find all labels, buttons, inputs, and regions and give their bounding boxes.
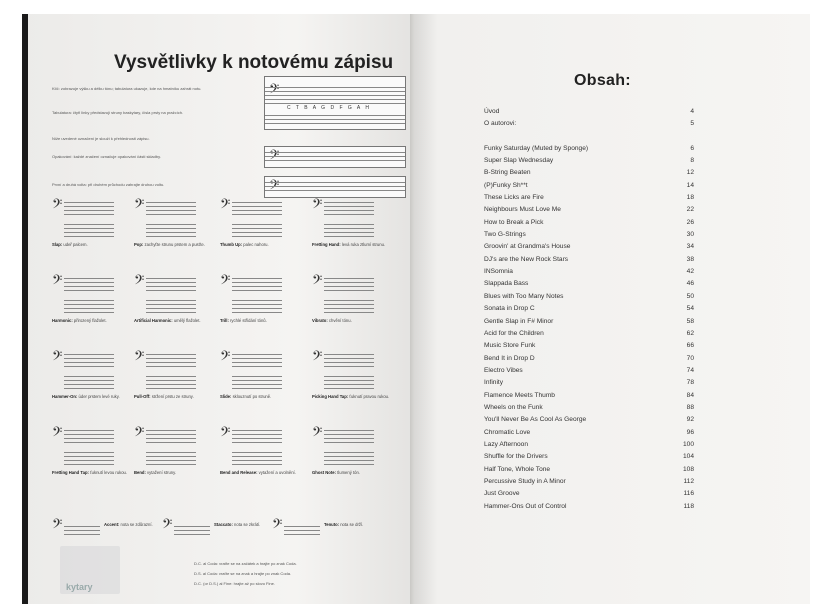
toc-row (484, 266, 694, 278)
toc-entry-title: B-String Beaten (484, 169, 531, 177)
bass-clef-icon: 𝄢 (220, 272, 231, 291)
toc-row (484, 328, 694, 340)
toc-entry-page: 5 (690, 120, 694, 128)
toc-entry-page: 26 (686, 218, 694, 226)
articulation-caption: Staccato: nota se zkrátí. (214, 522, 261, 527)
toc-entry-title: Bend It in Drop D (484, 354, 535, 362)
technique-caption: Pop: zachyťte strunu prstem a pusťte. (134, 242, 205, 247)
technique-example (312, 426, 394, 488)
technique-caption: Slide: sklouznutí po struně. (220, 394, 272, 399)
bass-clef-icon: 𝄢 (52, 516, 63, 535)
bass-clef-icon: 𝄢 (220, 348, 231, 367)
toc-entry-title: Hammer-Ons Out of Control (484, 502, 567, 510)
toc-entry-title: Shuffle for the Drivers (484, 453, 548, 461)
toc-row (484, 303, 694, 315)
toc-row (484, 414, 694, 426)
toc-entry-page: 66 (686, 342, 694, 350)
bass-clef-icon: 𝄢 (52, 348, 63, 367)
toc-entry-page: 8 (690, 157, 694, 165)
toc-entry-title: O autorovi: (484, 120, 517, 128)
mini-staff (220, 274, 292, 314)
toc-entry-page: 22 (686, 206, 694, 214)
toc-row (484, 451, 694, 463)
mini-staff (134, 274, 206, 314)
toc-entry-page: 14 (686, 181, 694, 189)
bass-clef-icon: 𝄢 (134, 348, 145, 367)
technique-example (52, 350, 134, 412)
toc-row (484, 316, 694, 328)
bass-clef-icon: 𝄢 (162, 516, 173, 535)
toc-row (484, 278, 694, 290)
mini-staff (134, 350, 206, 390)
toc-row (484, 377, 694, 389)
mini-staff (312, 198, 384, 238)
toc-row (484, 241, 694, 253)
toc-row (484, 180, 694, 192)
toc-entry-title: Funky Saturday (Muted by Sponge) (484, 144, 589, 152)
toc-spacer (484, 131, 694, 143)
technique-example (52, 426, 134, 488)
toc-entry-page: 18 (686, 194, 694, 202)
mini-staff (272, 516, 320, 538)
technique-example (220, 274, 302, 336)
mini-staff (52, 516, 100, 538)
left-page (22, 14, 414, 604)
toc-entry-title: Gentle Slap in F# Minor (484, 317, 554, 325)
bass-clef-icon: 𝄢 (52, 196, 63, 215)
toc-row (484, 291, 694, 303)
bass-clef-icon (269, 147, 279, 167)
toc-entry-page: 100 (682, 440, 694, 448)
toc-row (484, 501, 694, 513)
mini-staff (52, 198, 124, 238)
toc-entry-page: 70 (686, 354, 694, 362)
toc-entry-page: 38 (686, 255, 694, 263)
toc-entry-title: Groovin' at Grandma's House (484, 243, 571, 251)
toc-row (484, 365, 694, 377)
toc-row (484, 340, 694, 352)
toc-entry-title: (P)Funky Sh**t (484, 181, 528, 189)
intro-staff (264, 76, 406, 130)
toc-row (484, 155, 694, 167)
toc-entry-title: Flamence Meets Thumb (484, 391, 555, 399)
toc-row (484, 476, 694, 488)
toc-row (484, 390, 694, 402)
toc-entry-title: DJ's are the New Rock Stars (484, 255, 569, 263)
toc-intro-row (484, 106, 694, 118)
toc-entry-title: How to Break a Pick (484, 218, 544, 226)
toc-row (484, 353, 694, 365)
technique-example (134, 274, 216, 336)
toc-row (484, 192, 694, 204)
toc-row (484, 204, 694, 216)
bass-clef-icon: 𝄢 (312, 272, 323, 291)
bass-clef-icon: 𝄢 (52, 424, 63, 443)
intro-paragraph-5: První a druhá volta: při druhém průchodu zahrajte druhou voltu. (52, 182, 165, 187)
watermark-stamp (60, 546, 120, 594)
coda-note-1: D.C. al Coda: vraťte se na začátek a hrajte po znak Coda. (194, 561, 297, 566)
toc-entry-title: Acid for the Children (484, 329, 544, 337)
bass-clef-icon: 𝄢 (134, 272, 145, 291)
toc-title: Obsah: (574, 72, 631, 89)
toc-entry-page: 116 (683, 490, 694, 498)
toc-entry-title: You'll Never Be As Cool As George (484, 416, 587, 424)
technique-example (134, 350, 216, 412)
toc-entry-title: Úvod (484, 108, 500, 115)
mini-staff (220, 350, 292, 390)
toc-row (484, 254, 694, 266)
toc-row (484, 464, 694, 476)
toc-entry-page: 96 (686, 428, 694, 436)
technique-example (134, 198, 216, 260)
toc-entry-page: 34 (686, 243, 694, 251)
toc-entry-title: Two G-Strings (484, 231, 526, 239)
toc-entry-page: 62 (686, 329, 694, 337)
technique-example (134, 426, 216, 488)
toc-entry-title: Blues with Too Many Notes (484, 292, 564, 300)
repeat-staff (264, 146, 406, 168)
intro-paragraph-1: Klíč: zobrazuje výšku a délku tónu; tabulatura ukazuje, kde na hmatníku zahrát notu. (52, 86, 202, 91)
technique-example (220, 350, 302, 412)
toc-entry-page: 78 (686, 379, 694, 387)
mini-staff (312, 274, 384, 314)
toc-entry-title: Lazy Afternoon (484, 440, 528, 448)
technique-caption: Fretting Hand Tap: ťuknutí levou rukou. (52, 470, 128, 475)
technique-caption: Pull-Off: stržení prstu ze struny. (134, 394, 194, 399)
mini-staff (220, 426, 292, 466)
technique-caption: Bend: vytažení struny. (134, 470, 177, 475)
open-book (22, 14, 810, 604)
coda-note-3: D.C. (or D.S.) al Fine: hrajte až po slovo Fine. (194, 581, 275, 586)
technique-example (220, 426, 302, 488)
mini-staff (312, 350, 384, 390)
toc-entry-title: Slappada Bass (484, 280, 529, 288)
bass-clef-icon: 𝄢 (272, 516, 283, 535)
mini-staff (162, 516, 210, 538)
technique-caption: Slap: udeř palcem. (52, 242, 88, 247)
coda-note-2: D.S. al Coda: vraťte se na znak a hrajte po znak Coda. (194, 571, 292, 576)
bass-clef-icon: 𝄢 (312, 424, 323, 443)
toc-row (484, 427, 694, 439)
technique-caption: Hammer-On: úder prstem levé ruky. (52, 394, 120, 399)
technique-caption: Picking Hand Tap: ťuknutí pravou rukou. (312, 394, 390, 399)
toc-entry-title: Wheels on the Funk (484, 403, 543, 411)
bass-clef-icon: 𝄢 (220, 196, 231, 215)
toc-entry-page: 118 (683, 502, 694, 510)
toc-entry-title: Half Tone, Whole Tone (484, 465, 551, 473)
table-of-contents (484, 106, 694, 513)
bass-clef-icon: 𝄢 (134, 424, 145, 443)
mini-staff (134, 426, 206, 466)
bass-clef-icon (269, 177, 279, 197)
toc-entry-title: Super Slap Wednesday (484, 157, 554, 165)
toc-row (484, 229, 694, 241)
mini-staff (52, 350, 124, 390)
toc-entry-page: 6 (690, 144, 694, 152)
toc-row (484, 402, 694, 414)
technique-caption: Fretting Hand: levá ruka ztlumí strunu. (312, 242, 386, 247)
technique-caption: Thumb Up: palec nahoru. (220, 242, 269, 247)
toc-row (484, 217, 694, 229)
technique-caption: Harmonic: přirozený flažolet. (52, 318, 107, 323)
toc-entry-title: Chromatic Love (484, 428, 531, 436)
bass-clef-icon: 𝄢 (220, 424, 231, 443)
bass-clef-icon: 𝄢 (52, 272, 63, 291)
intro-paragraph-4: Opakování: každé značení označuje opakování části skladby. (52, 154, 161, 159)
toc-entry-title: Neighbours Must Love Me (484, 206, 561, 214)
mini-staff (52, 426, 124, 466)
technique-caption: Ghost Note: tlumený tón. (312, 470, 360, 475)
mini-staff (134, 198, 206, 238)
bass-clef-icon: 𝄢 (312, 196, 323, 215)
technique-example (312, 274, 394, 336)
toc-row (484, 439, 694, 451)
toc-entry-page: 58 (686, 317, 694, 325)
toc-row (484, 167, 694, 179)
articulation-caption: Accent: nota se zdůrazní. (104, 522, 153, 527)
stamp-text: kytary (66, 582, 93, 592)
cover-edge (22, 14, 28, 604)
toc-entry-title: Percussive Study in A Minor (484, 477, 566, 485)
mini-staff (220, 198, 292, 238)
toc-entry-title: Infinity (484, 379, 504, 387)
intro-paragraph-2: Tabulatura: čtyři linky představují struny baskytary, čísla prsty na pražcích. (52, 110, 184, 115)
toc-entry-page: 84 (686, 391, 694, 399)
technique-example (52, 274, 134, 336)
toc-entry-page: 74 (686, 366, 694, 374)
toc-entry-title: Sonata in Drop C (484, 305, 535, 313)
toc-entry-page: 42 (686, 268, 694, 276)
note-letters: C T B A G D F G A H (287, 105, 371, 111)
toc-entry-page: 12 (686, 169, 694, 177)
toc-row (484, 143, 694, 155)
volta-staff (264, 176, 406, 198)
toc-entry-page: 54 (686, 305, 694, 313)
bass-clef-icon: 𝄢 (134, 196, 145, 215)
technique-example (312, 198, 394, 260)
technique-example (312, 350, 394, 412)
toc-entry-page: 30 (686, 231, 694, 239)
toc-intro-row (484, 118, 694, 130)
toc-entry-page: 92 (686, 416, 694, 424)
toc-entry-page: 46 (686, 280, 694, 288)
toc-entry-page: 112 (683, 477, 694, 485)
toc-entry-page: 50 (686, 292, 694, 300)
technique-caption: Bend and Release: vytažení a uvolnění. (220, 470, 296, 475)
toc-row (484, 488, 694, 500)
toc-entry-page: 104 (682, 453, 694, 461)
intro-paragraph-3: Níže uvedené označení je slouží k přehlednosti zápisu. (52, 136, 150, 141)
bass-clef-icon: 𝄢 (312, 348, 323, 367)
toc-entry-page: 108 (682, 465, 694, 473)
toc-entry-page: 4 (690, 108, 694, 115)
technique-example (52, 198, 134, 260)
legend-title: Vysvětlivky k notovému zápisu (114, 52, 394, 73)
technique-caption: Artificial Harmonic: umělý flažolet. (134, 318, 201, 323)
toc-entry-title: Music Store Funk (484, 342, 536, 350)
articulation-caption: Tenuto: nota se drží. (324, 522, 364, 527)
toc-entry-title: These Licks are Fire (484, 194, 544, 202)
technique-caption: Vibrato: chvění tónu. (312, 318, 352, 323)
toc-entry-page: 88 (686, 403, 694, 411)
mini-staff (312, 426, 384, 466)
toc-entry-title: Electro Vibes (484, 366, 523, 374)
toc-entry-title: INSomnia (484, 268, 513, 276)
technique-caption: Trill: rychlé střídání tónů. (220, 318, 267, 323)
mini-staff (52, 274, 124, 314)
toc-entry-title: Just Groove (484, 490, 520, 498)
technique-example (220, 198, 302, 260)
